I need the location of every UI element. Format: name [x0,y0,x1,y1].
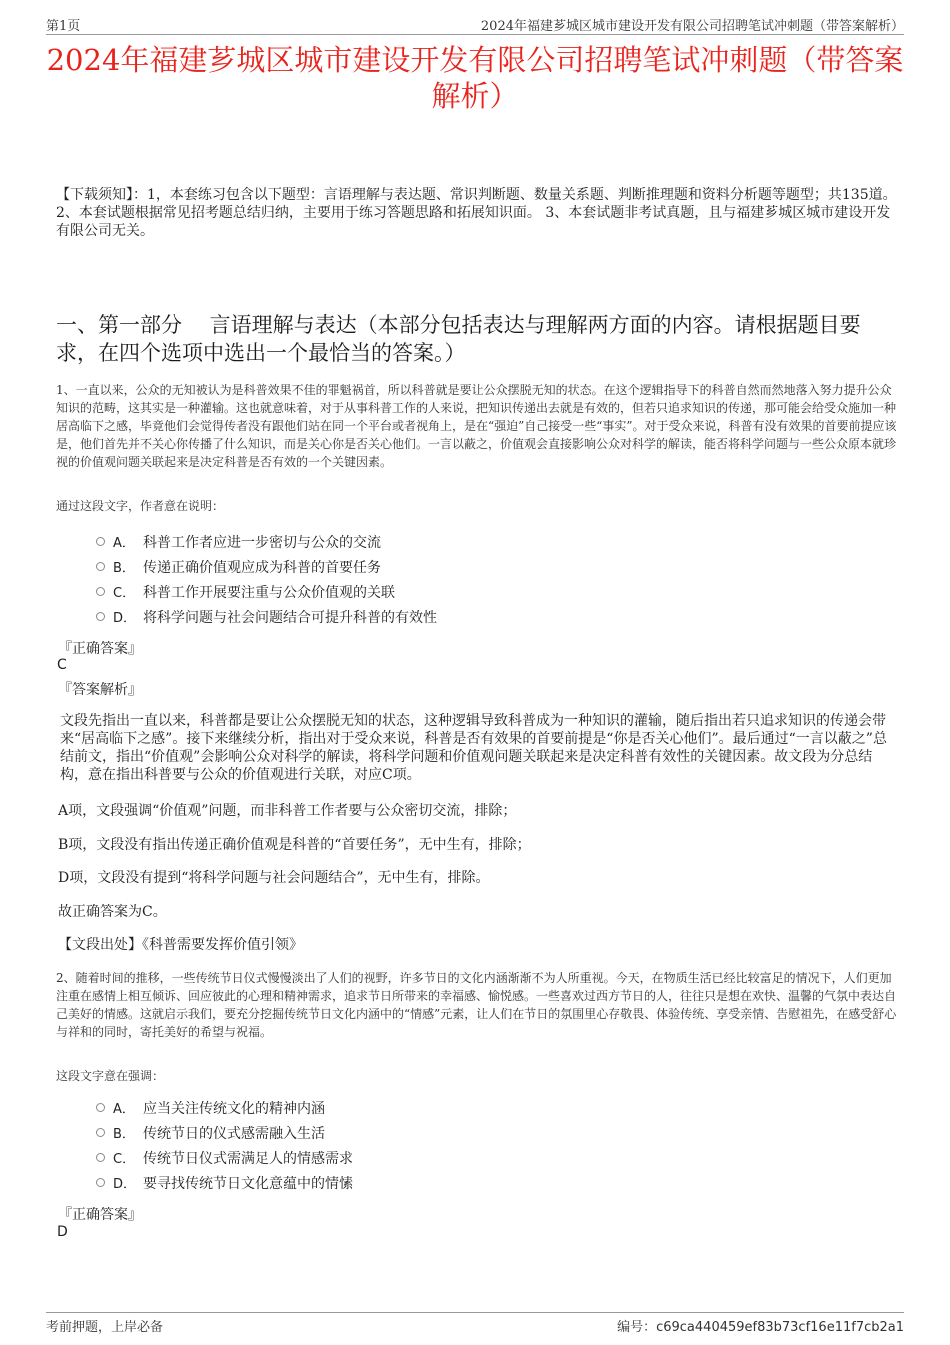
question-1-options [96,529,437,629]
option-text: 科普工作开展要注重与公众价值观的关联 [143,584,395,601]
option-text: 将科学问题与社会问题结合可提升科普的有效性 [143,609,437,626]
option-c[interactable]: C． 科普工作开展要注重与公众价值观的关联 [96,579,437,604]
question-2-stem: 这段文字意在强调： [56,1069,165,1083]
page-number: 第1页 [46,19,81,34]
radio-icon[interactable] [96,612,105,621]
page-header [46,12,904,35]
option-c[interactable]: C． 传统节日仪式需满足人的情感需求 [96,1145,353,1170]
radio-icon[interactable] [96,1178,105,1187]
option-text: 应当关注传统文化的精神内涵 [143,1100,325,1117]
question-2-options [96,1095,353,1195]
analysis-conclusion: 故正确答案为C。 [58,904,167,920]
radio-icon[interactable] [96,587,105,596]
source-line: 【文段出处】《科普需要发挥价值引领》 [58,937,303,953]
option-d[interactable]: D． 要寻找传统节日文化意蕴中的情愫 [96,1170,353,1195]
option-text: 传递正确价值观应成为科普的首要任务 [143,559,381,576]
option-a[interactable]: A． 应当关注传统文化的精神内涵 [96,1095,353,1120]
option-text: 科普工作者应进一步密切与公众的交流 [143,534,381,551]
option-a[interactable]: A． 科普工作者应进一步密切与公众的交流 [96,529,437,554]
document-title: 2024年福建芗城区城市建设开发有限公司招聘笔试冲刺题（带答案解析） [46,43,904,113]
radio-icon[interactable] [96,562,105,571]
header-doc-title: 2024年福建芗城区城市建设开发有限公司招聘笔试冲刺题（带答案解析） [480,19,904,34]
question-1-stem: 通过这段文字，作者意在说明： [56,499,225,513]
option-text: 传统节日仪式需满足人的情感需求 [143,1150,353,1167]
analysis-line-a: A项，文段强调“价值观”问题，而非科普工作者要与公众密切交流，排除； [58,803,517,819]
option-d[interactable]: D． 将科学问题与社会问题结合可提升科普的有效性 [96,604,437,629]
analysis-line-d: D项，文段没有提到“将科学问题与社会问题结合”，无中生有，排除。 [58,870,490,886]
answer-label: 『正确答案』 [58,641,142,657]
radio-icon[interactable] [96,537,105,546]
option-text: 要寻找传统节日文化意蕴中的情愫 [143,1175,353,1192]
radio-icon[interactable] [96,1153,105,1162]
analysis-text: 文段先指出一直以来，科普都是要让公众摆脱无知的状态，这种逻辑导致科普成为一种知识的灌输，随后指出若只追求知识的传递会带来“居高临下之感”。接下来继续分析，指出对于受众来说，科普是否有效果的首要前提是“你是否关心他们”。最后通过“一言以蔽之”总结前文，指出“价值观”会影响公众对科学的解读，将科学问题和价值观问题关联起来是决定科普有效性的关键因素。故文段为分总结构，意在指出科普要与公众的价值观进行关联，对应C项。 [60,713,887,783]
radio-icon[interactable] [96,1128,105,1137]
answer-value: C [57,657,67,673]
analysis-label: 『答案解析』 [58,682,142,698]
footer-slogan: 考前押题，上岸必备 [46,1320,164,1335]
question-1-text: 1、一直以来，公众的无知被认为是科普效果不佳的罪魁祸首，所以科普就是要让公众摆脱无知的状态。在这个逻辑指导下的科普自然而然地落入努力提升公众知识的范畴，这其实是一种灌输。这也就意味着，对于从事科普工作的人来说，把知识传递出去就是有效的，但若只追求知识的传递，那可能会给受众施加一种居高临下之感，毕竟他们会觉得传者没有跟他们站在同一个平台或者视角上，是在“强迫”自己接受一些“事实”。对于受众来说，科普有没有效果的首要前提应该是，他们首先并不关心你传播了什么知识，而是关心你是否关心他们。一言以蔽之，价值观会直接影响公众对科学的解读，能否将科学问题与一些公众原本就珍视的价值观问题关联起来是决定科普是否有效的一个关键因素。 [56,383,897,469]
section-title: 一、第一部分 言语理解与表达（本部分包括表达与理解两方面的内容。请根据题目要求，在四个选项中选出一个最恰当的答案。） [56,313,861,365]
analysis-line-b: B项，文段没有指出传递正确价值观是科普的“首要任务”，无中生有，排除； [58,837,531,853]
option-text: 传统节日的仪式感需融入生活 [143,1125,325,1142]
page-footer [46,1312,904,1337]
option-b[interactable]: B． 传递正确价值观应成为科普的首要任务 [96,554,437,579]
answer-value: D [57,1224,68,1240]
option-b[interactable]: B． 传统节日的仪式感需融入生活 [96,1120,353,1145]
footer-doc-id: 编号：c69ca440459ef83b73cf16e11f7cb2a1 [617,1320,904,1335]
answer-label: 『正确答案』 [58,1207,142,1223]
radio-icon[interactable] [96,1103,105,1112]
question-2-text: 2、随着时间的推移，一些传统节日仪式慢慢淡出了人们的视野，许多节日的文化内涵渐渐不为人所重视。今天，在物质生活已经比较富足的情况下，人们更加注重在感情上相互倾诉、回应彼此的心理和精神需求，追求节日所带来的幸福感、愉悦感。一些喜欢过西方节日的人，往往只是想在欢快、温馨的气氛中表达自己美好的情感。这就启示我们，要充分挖掘传统节日文化内涵中的“情感”元素，让人们在节日的氛围里心存敬畏、体验传统、享受亲情、告慰祖先，在感受舒心与祥和的同时，寄托美好的希望与祝福。 [56,971,897,1039]
download-notice: 【下载须知】：1，本套练习包含以下题型：言语理解与表达题、常识判断题、数量关系题、判断推理题和资料分析题等题型；共135道。 2、本套试题根据常见招考题总结归纳，主要用于练习答题思路和拓展知识面。 3、本套试题非考试真题，且与福建芗城区城市建设开发有限公司无关。 [56,187,897,239]
